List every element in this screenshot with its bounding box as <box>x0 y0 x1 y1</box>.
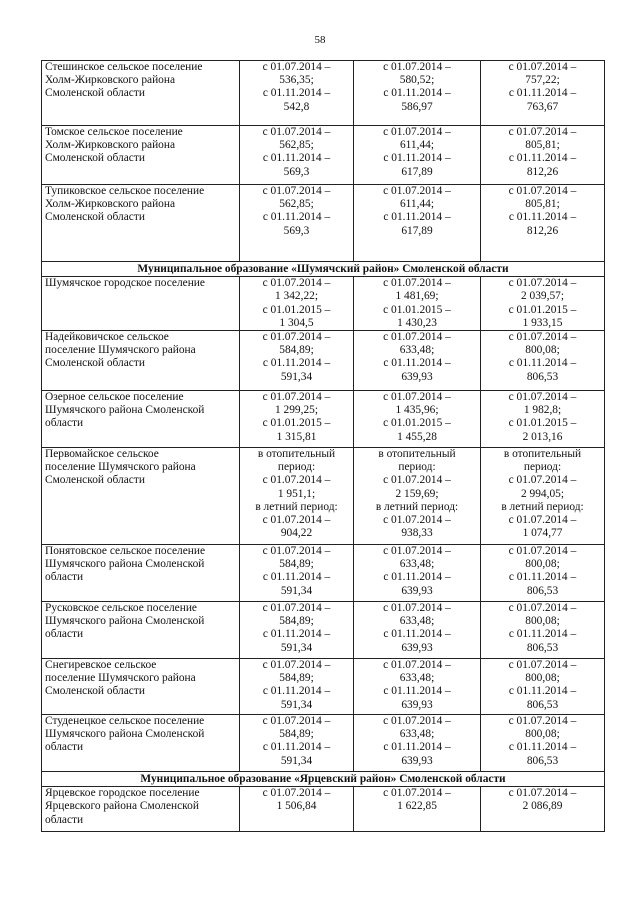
tariff-value-1: с 01.07.2014 – 562,85; с 01.11.2014 – 569,3 <box>240 185 354 262</box>
tariff-value-3: с 01.07.2014 – 2 086,89 <box>481 787 605 832</box>
table-row <box>42 331 605 391</box>
settlement-name: Тупиковское сельское поселение Холм-Жирковского района Смоленской области <box>42 185 240 262</box>
table-row <box>42 602 605 659</box>
tariff-value-2: с 01.07.2014 – 633,48; с 01.11.2014 – 639,93 <box>354 602 481 659</box>
tariff-value-1: в отопительный период: с 01.07.2014 – 1 951,1; в летний период: с 01.07.2014 – 904,22 <box>240 448 354 545</box>
tariff-value-3: с 01.07.2014 – 757,22; с 01.11.2014 – 763,67 <box>481 61 605 126</box>
tariff-value-1: с 01.07.2014 – 1 342,22; с 01.01.2015 – 1 304,5 <box>240 277 354 331</box>
table-row <box>42 126 605 185</box>
tariff-value-2: с 01.07.2014 – 580,52; с 01.11.2014 – 586,97 <box>354 61 481 126</box>
table-row <box>42 448 605 545</box>
tariff-value-1: с 01.07.2014 – 584,89; с 01.11.2014 – 591,34 <box>240 331 354 391</box>
settlement-name: Надейковичское сельское поселение Шумячского района Смоленской области <box>42 331 240 391</box>
tariff-value-2: с 01.07.2014 – 611,44; с 01.11.2014 – 617,89 <box>354 185 481 262</box>
tariff-value-3: с 01.07.2014 – 2 039,57; с 01.01.2015 – 1 933,15 <box>481 277 605 331</box>
tariff-value-2: с 01.07.2014 – 633,48; с 01.11.2014 – 639,93 <box>354 331 481 391</box>
section-header <box>42 772 605 787</box>
tariff-value-3: в отопительный период: с 01.07.2014 – 2 994,05; в летний период: с 01.07.2014 – 1 074,77 <box>481 448 605 545</box>
tariff-value-1: с 01.07.2014 – 1 506,84 <box>240 787 354 832</box>
tariff-value-1: с 01.07.2014 – 562,85; с 01.11.2014 – 569,3 <box>240 126 354 185</box>
table-row <box>42 659 605 715</box>
table-row <box>42 391 605 448</box>
tariff-value-2: с 01.07.2014 – 633,48; с 01.11.2014 – 639,93 <box>354 545 481 602</box>
tariff-value-2: с 01.07.2014 – 611,44; с 01.11.2014 – 617,89 <box>354 126 481 185</box>
tariff-value-2: с 01.07.2014 – 633,48; с 01.11.2014 – 639,93 <box>354 715 481 772</box>
tariff-value-1: с 01.07.2014 – 584,89; с 01.11.2014 – 591,34 <box>240 659 354 715</box>
tariff-value-3: с 01.07.2014 – 805,81; с 01.11.2014 – 812,26 <box>481 126 605 185</box>
table-row <box>42 61 605 126</box>
table-row <box>42 545 605 602</box>
tariff-value-1: с 01.07.2014 – 1 299,25; с 01.01.2015 – 1 315,81 <box>240 391 354 448</box>
settlement-name: Шумячское городское поселение <box>42 277 240 331</box>
tariff-value-3: с 01.07.2014 – 805,81; с 01.11.2014 – 812,26 <box>481 185 605 262</box>
table-row <box>42 185 605 262</box>
tariff-value-1: с 01.07.2014 – 584,89; с 01.11.2014 – 591,34 <box>240 715 354 772</box>
tariff-value-2: с 01.07.2014 – 633,48; с 01.11.2014 – 639,93 <box>354 659 481 715</box>
settlement-name: Студенецкое сельское поселение Шумячского района Смоленской области <box>42 715 240 772</box>
table-row <box>42 277 605 331</box>
tariff-value-3: с 01.07.2014 – 800,08; с 01.11.2014 – 806,53 <box>481 715 605 772</box>
page-number: 58 <box>314 34 326 46</box>
section-title: Муниципальное образование «Ярцевский район» Смоленской области <box>42 772 605 787</box>
table-row <box>42 715 605 772</box>
tariff-value-1: с 01.07.2014 – 584,89; с 01.11.2014 – 591,34 <box>240 602 354 659</box>
tariff-table <box>41 60 605 832</box>
settlement-name: Ярцевское городское поселение Ярцевского района Смоленской области <box>42 787 240 832</box>
settlement-name: Снегиревское сельское поселение Шумячского района Смоленской области <box>42 659 240 715</box>
tariff-value-1: с 01.07.2014 – 584,89; с 01.11.2014 – 591,34 <box>240 545 354 602</box>
settlement-name: Озерное сельское поселение Шумячского района Смоленской области <box>42 391 240 448</box>
tariff-value-2: с 01.07.2014 – 1 435,96; с 01.01.2015 – 1 455,28 <box>354 391 481 448</box>
settlement-name: Понятовское сельское поселение Шумячского района Смоленской области <box>42 545 240 602</box>
tariff-value-1: с 01.07.2014 – 536,35; с 01.11.2014 – 542,8 <box>240 61 354 126</box>
tariff-value-2: с 01.07.2014 – 1 481,69; с 01.01.2015 – 1 430,23 <box>354 277 481 331</box>
tariff-value-2: с 01.07.2014 – 1 622,85 <box>354 787 481 832</box>
table-row <box>42 787 605 832</box>
tariff-value-3: с 01.07.2014 – 800,08; с 01.11.2014 – 806,53 <box>481 331 605 391</box>
tariff-value-3: с 01.07.2014 – 800,08; с 01.11.2014 – 806,53 <box>481 545 605 602</box>
tariff-value-3: с 01.07.2014 – 800,08; с 01.11.2014 – 806,53 <box>481 659 605 715</box>
section-header <box>42 262 605 277</box>
tariff-value-3: с 01.07.2014 – 800,08; с 01.11.2014 – 806,53 <box>481 602 605 659</box>
settlement-name: Томское сельское поселение Холм-Жирковского района Смоленской области <box>42 126 240 185</box>
settlement-name: Стешинское сельское поселение Холм-Жирковского района Смоленской области <box>42 61 240 126</box>
settlement-name: Первомайское сельское поселение Шумячского района Смоленской области <box>42 448 240 545</box>
section-title: Муниципальное образование «Шумячский район» Смоленской области <box>42 262 605 277</box>
settlement-name: Русковское сельское поселение Шумячского района Смоленской области <box>42 602 240 659</box>
tariff-value-3: с 01.07.2014 – 1 982,8; с 01.01.2015 – 2 013,16 <box>481 391 605 448</box>
tariff-value-2: в отопительный период: с 01.07.2014 – 2 159,69; в летний период: с 01.07.2014 – 938,33 <box>354 448 481 545</box>
